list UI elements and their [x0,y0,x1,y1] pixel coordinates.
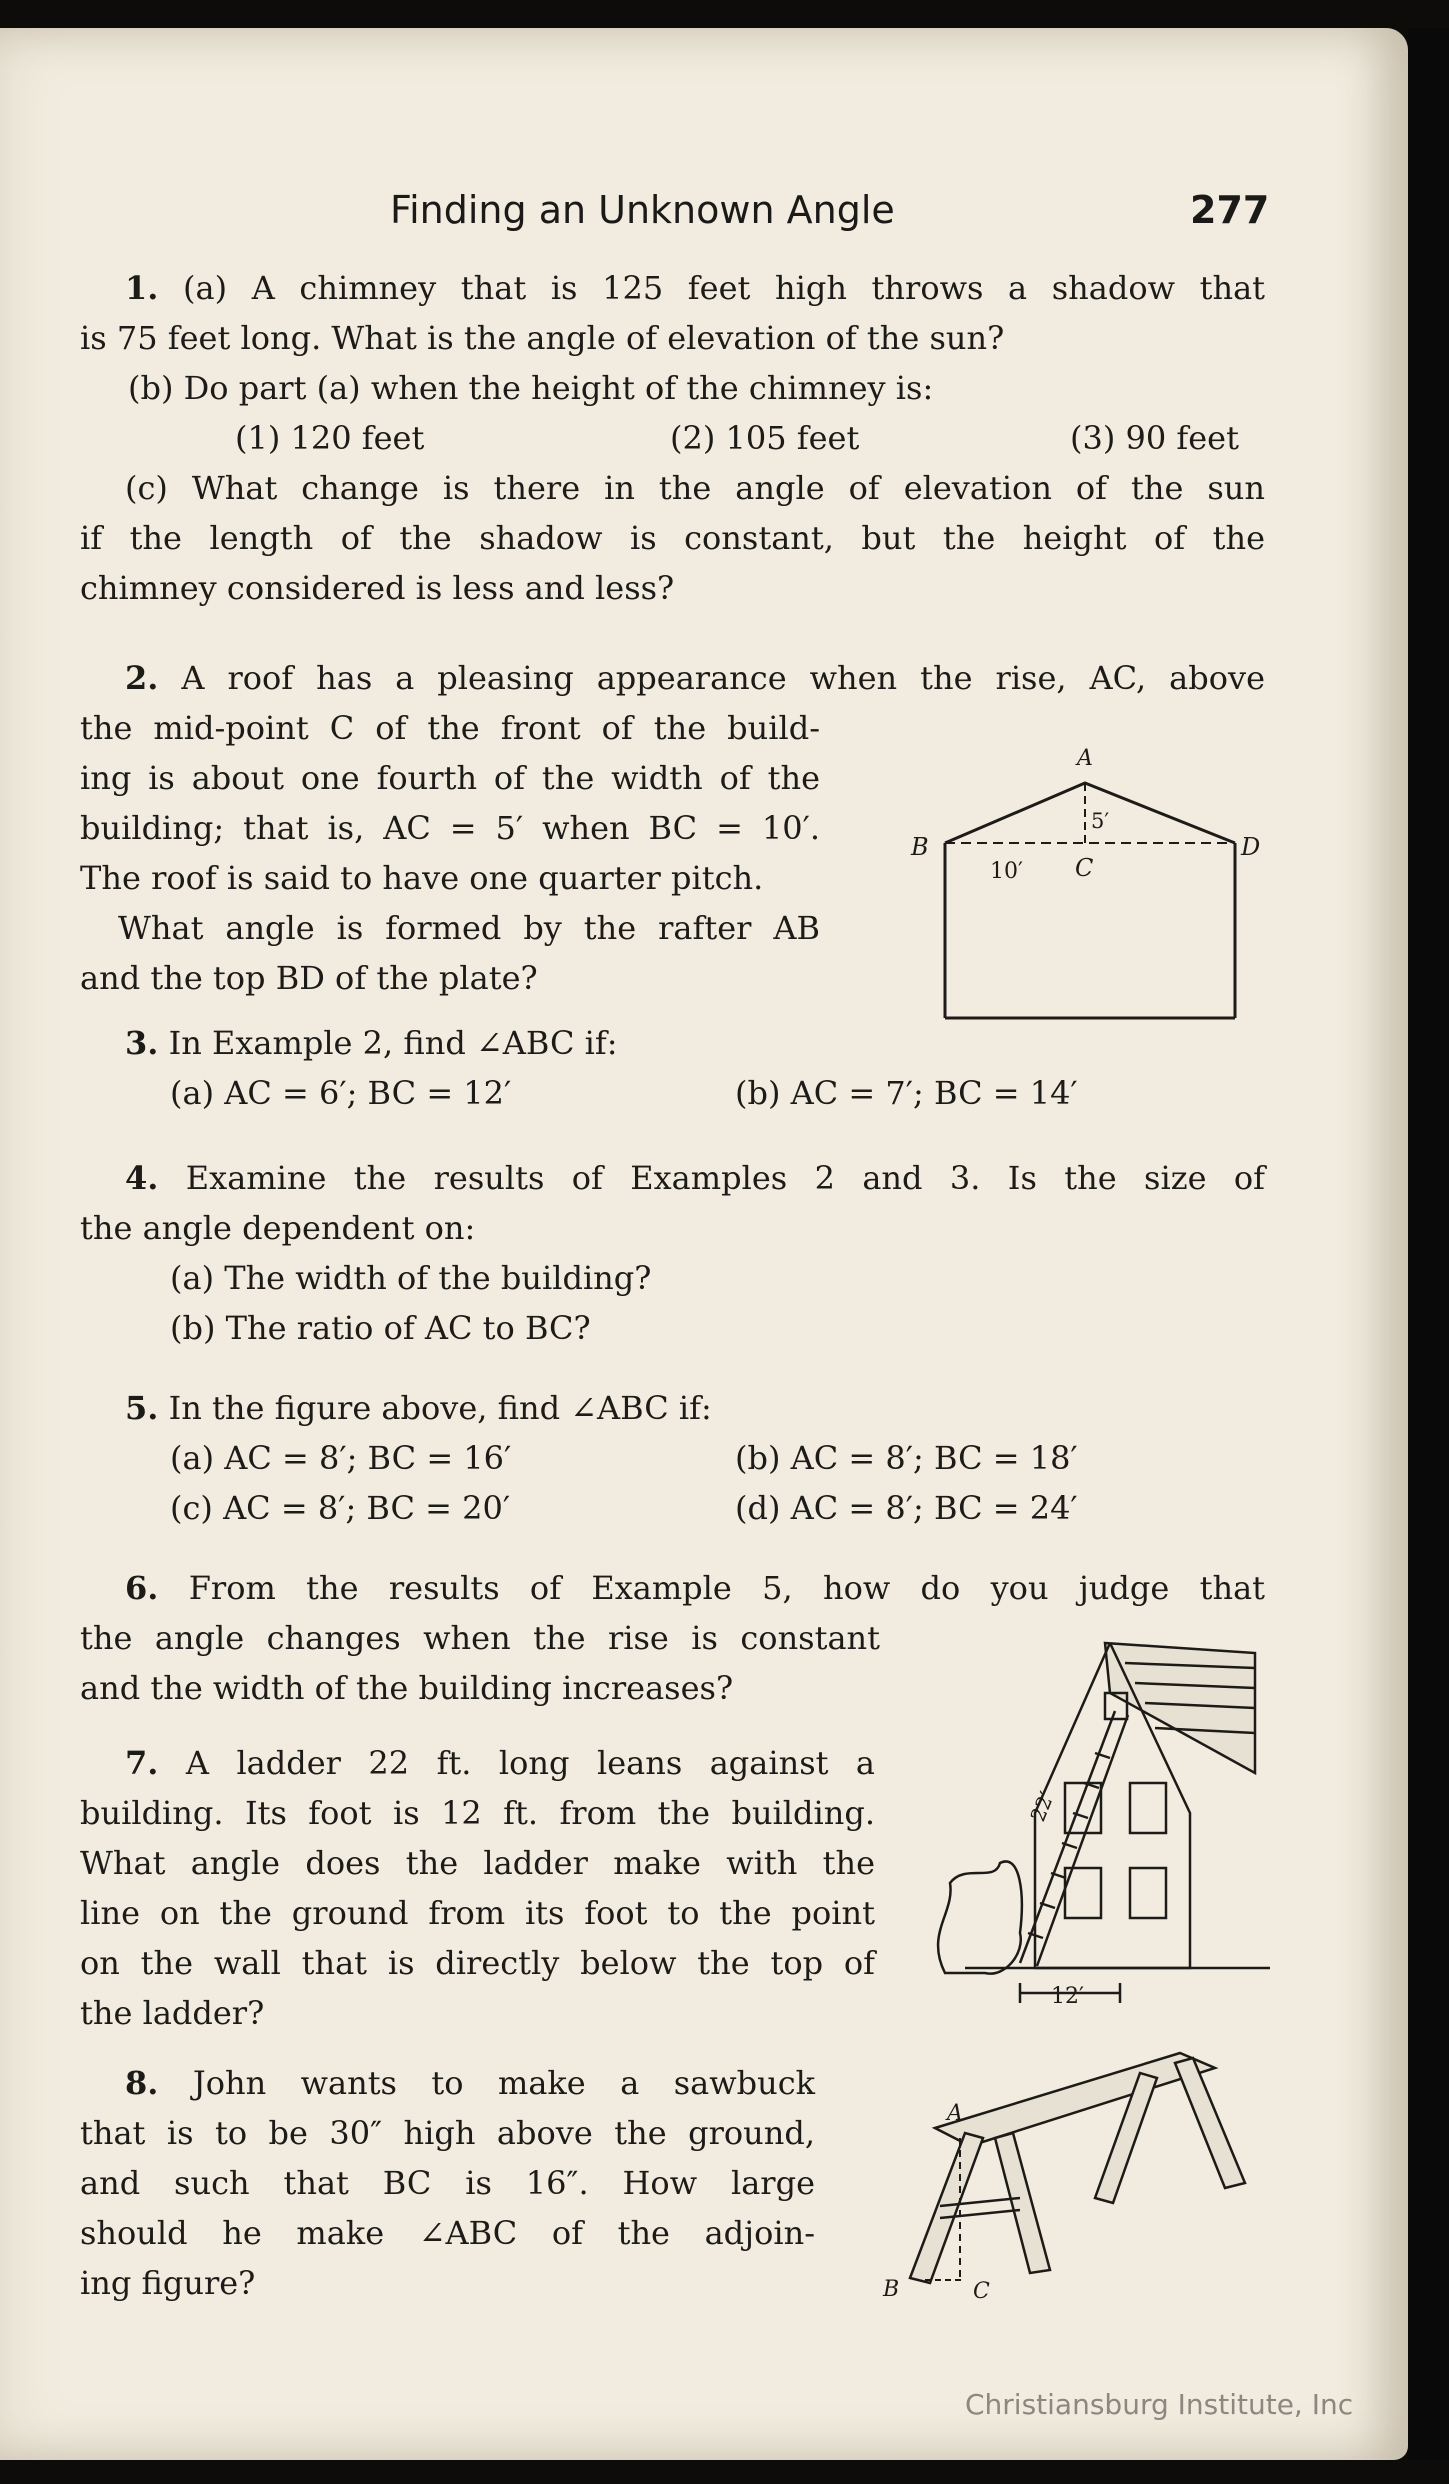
ladder-label: 22′ [1025,1788,1059,1825]
house-window [1130,1783,1166,1833]
ex4-option-b: (b) The ratio of AC to BC? [170,1309,591,1347]
label-run: 10′ [990,859,1023,884]
ex1-option: (3) 90 feet [1070,419,1239,457]
example-5 [80,1383,1265,1533]
house-ladder-figure [925,1633,1275,2018]
book-page [0,28,1408,2460]
label-C: C [973,2279,990,2304]
base-label: 12′ [1051,1984,1084,2009]
ex5-option-d: (d) AC = 8′; BC = 24′ [735,1489,1078,1527]
ex3-option-a: (a) AC = 6′; BC = 12′ [170,1074,512,1112]
example-4 [80,1153,1265,1353]
ex5-option-b: (b) AC = 8′; BC = 18′ [735,1439,1078,1477]
ex2-line: and the top BD of the plate? [80,959,538,997]
ex7-line: the ladder? [80,1994,265,2032]
ex7-line: A ladder 22 ft. long leans against a [185,1744,876,1782]
roof-outline [945,783,1235,843]
example-3 [80,1018,1265,1118]
ex4-option-a: (a) The width of the building? [170,1259,652,1297]
ex1-line: (c) What change is there in the angle of elevation of the sun [125,469,1265,507]
ex2-line: A roof has a pleasing appearance when the rise, AC, above [181,659,1266,697]
ex2-line: building; that is, AC = 5′ when BC = 10′. [80,809,820,847]
ex5-option-c: (c) AC = 8′; BC = 20′ [170,1489,511,1527]
ex3-option-b: (b) AC = 7′; BC = 14′ [735,1074,1078,1112]
ex2-line: The roof is said to have one quarter pitch. [80,859,764,897]
example-number: 3. [125,1024,159,1062]
label-B: B [883,2277,900,2302]
sawbuck-leg [1175,2058,1245,2188]
example-number: 1. [125,269,159,307]
label-B: B [911,833,929,861]
ex1-line: is 75 feet long. What is the angle of elevation of the sun? [80,319,1005,357]
ex8-line: and such that BC is 16″. How large [80,2164,815,2202]
ex3-intro: In Example 2, find ∠ABC if: [168,1024,618,1062]
page-edge [1408,28,1449,2460]
ex2-line: the mid-point C of the front of the build- [80,709,820,747]
ladder-rail [1037,1715,1128,1966]
page-number: 277 [1190,188,1270,232]
label-A: A [947,2101,963,2126]
page-title: Finding an Unknown Angle [390,188,895,232]
ex8-line: should he make ∠ABC of the adjoin- [80,2214,815,2252]
ex8-line: that is to be 30″ high above the ground, [80,2114,815,2152]
ex6-line: and the width of the building increases? [80,1669,734,1707]
label-C: C [1075,854,1094,882]
ex2-line: ing is about one fourth of the width of the [80,759,820,797]
ex8-line: ing figure? [80,2264,256,2302]
example-number: 8. [125,2064,159,2102]
example-number: 2. [125,659,159,697]
ex8-line: John wants to make a sawbuck [192,2064,816,2102]
ex1-options [80,413,1265,463]
ex5-intro: In the figure above, find ∠ABC if: [168,1389,712,1427]
example-number: 7. [125,1744,159,1782]
watermark: Christiansburg Institute, Inc [965,2388,1354,2421]
ex7-line: line on the ground from its foot to the point [80,1894,875,1932]
ex2-line: What angle is formed by the rafter AB [118,909,820,947]
example-number: 4. [125,1159,159,1197]
label-A: A [1077,746,1093,771]
ex1-option: (1) 120 feet [235,419,425,457]
label-rise: 5′ [1091,809,1110,833]
example-number: 6. [125,1569,159,1607]
example-1 [80,263,1265,613]
ex6-line: From the results of Example 5, how do you judge that [188,1569,1266,1607]
sawbuck-figure [855,2038,1270,2308]
ex7-line: What angle does the ladder make with the [80,1844,875,1882]
ex4-line: the angle dependent on: [80,1209,476,1247]
ex1-line: (a) A chimney that is 125 feet high throws a shadow that [183,269,1266,307]
ex7-line: building. Its foot is 12 ft. from the building. [80,1794,875,1832]
example-number: 5. [125,1389,159,1427]
ex1-line: if the length of the shadow is constant, but the height of the [80,519,1265,557]
ex5-option-a: (a) AC = 8′; BC = 16′ [170,1439,512,1477]
ex1-option: (2) 105 feet [670,419,860,457]
bush [938,1861,1022,1973]
roof-figure [895,743,1275,1023]
ex6-line: the angle changes when the rise is constant [80,1619,880,1657]
ex4-line: Examine the results of Examples 2 and 3. Is the size of [185,1159,1265,1197]
sawbuck-beam [935,2053,1215,2146]
house-window [1130,1868,1166,1918]
ex1-b-intro: (b) Do part (a) when the height of the chimney is: [128,369,934,407]
ex1-line: chimney considered is less and less? [80,569,675,607]
sawbuck-leg [910,2133,983,2283]
page-header [0,188,1408,248]
sawbuck-leg [995,2133,1050,2273]
label-D: D [1241,833,1261,861]
ex7-line: on the wall that is directly below the top of [80,1944,875,1982]
